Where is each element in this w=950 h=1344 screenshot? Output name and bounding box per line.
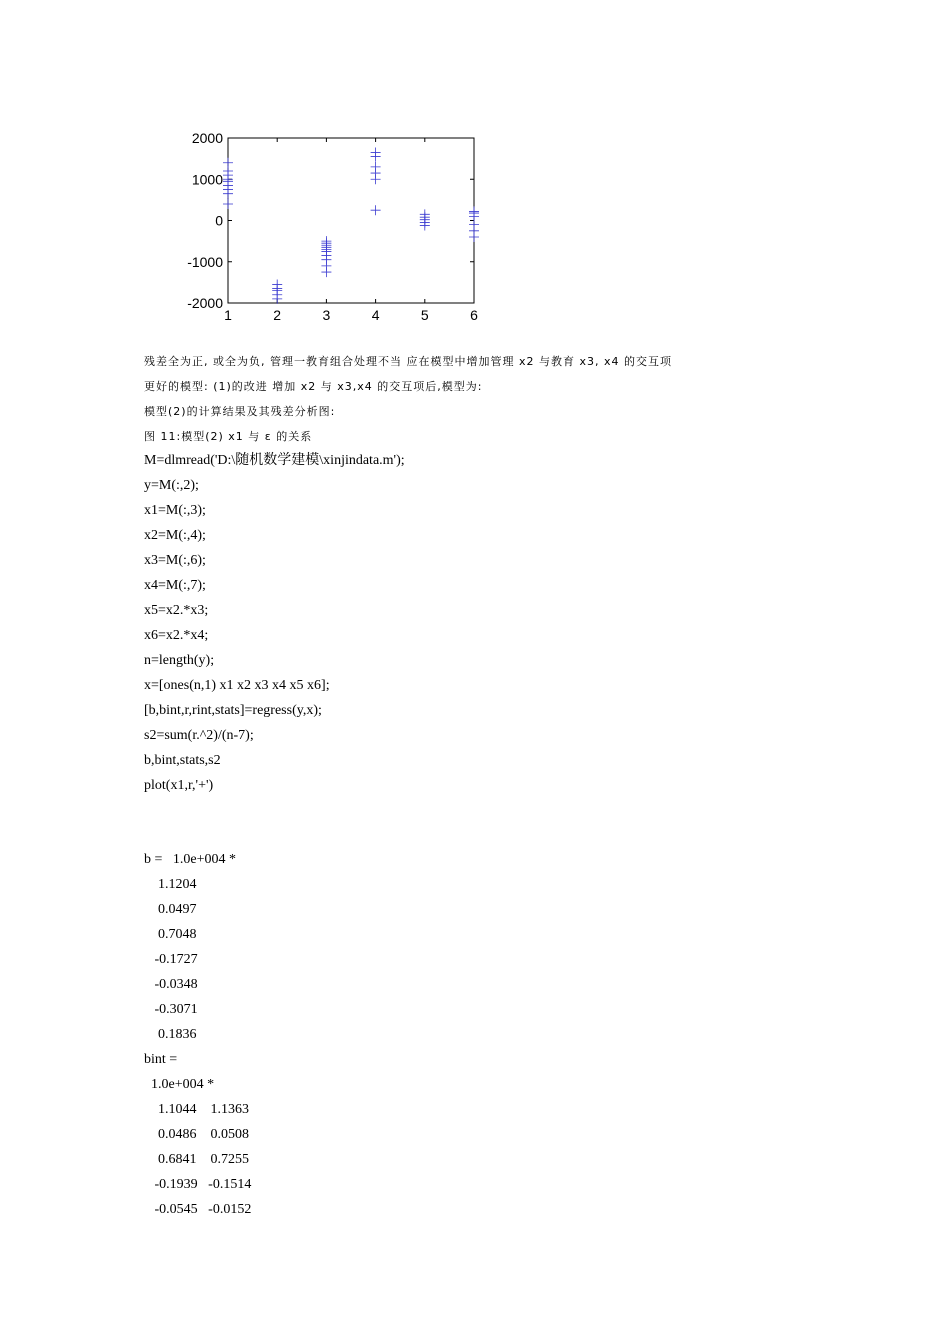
output-line: 1.1044 1.1363	[144, 1102, 249, 1117]
text-line-2: 更好的模型: (1)的改进 增加 x2 与 x3,x4 的交互项后,模型为:	[144, 380, 483, 393]
output-line: -0.1939 -0.1514	[144, 1177, 252, 1192]
code-line: y=M(:,2);	[144, 478, 199, 493]
y-tick-label: 2000	[191, 130, 223, 146]
y-tick-label: -1000	[187, 253, 223, 270]
residual-scatter-plot	[180, 120, 500, 330]
output-line: 1.0e+004 *	[144, 1077, 215, 1092]
text-line-3: 模型(2)的计算结果及其残差分析图:	[144, 405, 336, 418]
code-line: x4=M(:,7);	[144, 578, 206, 593]
output-line: 0.0486 0.0508	[144, 1127, 249, 1142]
code-line: x2=M(:,4);	[144, 528, 206, 543]
y-tick-label: 0	[215, 212, 223, 229]
y-tick-label: -2000	[187, 295, 223, 311]
output-line: b = 1.0e+004 *	[144, 852, 237, 867]
data-point	[371, 174, 381, 184]
code-line: [b,bint,r,rint,stats]=regress(y,x);	[144, 703, 322, 718]
x-tick-label: 3	[322, 307, 331, 323]
output-line: 0.6841 0.7255	[144, 1152, 249, 1167]
output-line: 0.1836	[144, 1027, 197, 1042]
code-line: x1=M(:,3);	[144, 503, 206, 518]
code-line: x6=x2.*x4;	[144, 628, 209, 643]
code-line: b,bint,stats,s2	[144, 753, 221, 768]
x-tick-label: 1	[224, 307, 232, 323]
data-point	[223, 189, 233, 199]
data-point	[321, 267, 331, 277]
plot-frame	[228, 138, 474, 303]
code-line: x5=x2.*x3;	[144, 603, 209, 618]
output-line: 1.1204	[144, 877, 197, 892]
output-line: -0.0348	[144, 977, 198, 992]
data-point	[371, 152, 381, 162]
data-point	[469, 232, 479, 242]
data-point	[371, 205, 381, 215]
y-tick-label: 1000	[191, 171, 223, 188]
output-line: -0.1727	[144, 952, 198, 967]
x-tick-label: 6	[470, 307, 478, 323]
data-point	[420, 220, 430, 230]
code-line: M=dlmread('D:\随机数学建模\xinjindata.m');	[144, 453, 405, 468]
output-line: 0.7048	[144, 927, 197, 942]
output-line: 0.0497	[144, 902, 197, 917]
output-line: bint =	[144, 1052, 178, 1067]
x-tick-label: 5	[420, 307, 429, 323]
figure-caption: 图 11:模型(2) x1 与 ε 的关系	[144, 430, 313, 443]
code-line: n=length(y);	[144, 653, 215, 668]
x-tick-label: 4	[371, 307, 380, 323]
code-line: plot(x1,r,'+')	[144, 778, 214, 793]
output-line: -0.3071	[144, 1002, 198, 1017]
output-line: -0.0545 -0.0152	[144, 1202, 252, 1217]
code-line: x=[ones(n,1) x1 x2 x3 x4 x5 x6];	[144, 678, 330, 693]
text-line-1: 残差全为正, 或全为负, 管理一教育组合处理不当 应在模型中增加管理 x2 与教育 x3, x4 的交互项	[144, 355, 672, 368]
code-line: x3=M(:,6);	[144, 553, 206, 568]
data-point	[223, 199, 233, 209]
x-tick-label: 2	[273, 307, 282, 323]
code-line: s2=sum(r.^2)/(n-7);	[144, 728, 254, 743]
data-point	[272, 294, 282, 304]
